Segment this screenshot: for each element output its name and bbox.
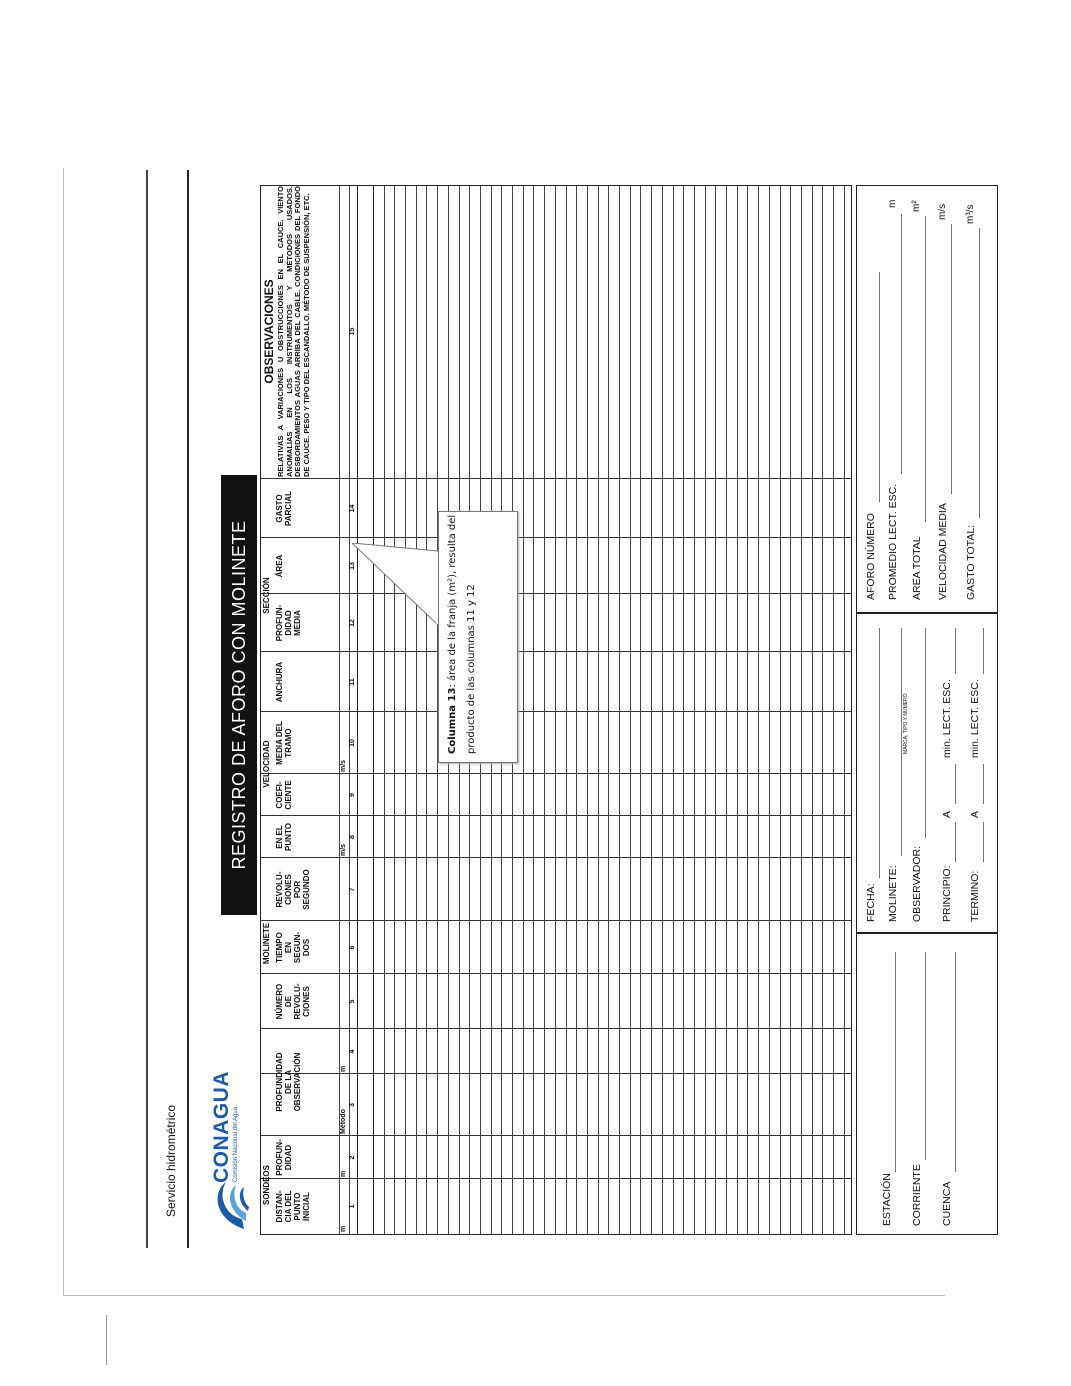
column-header-13: ÁREA xyxy=(275,554,284,578)
brand-subtitle: Comisión Nacional del Agua xyxy=(233,1106,239,1182)
aforo-numero-field[interactable] xyxy=(879,272,880,502)
estacion-field[interactable] xyxy=(895,952,896,1172)
row-line xyxy=(566,186,567,1234)
velocidad-media-label: VELOCIDAD MEDIA xyxy=(937,503,949,600)
column-header-2: PROFUN- DIDAD xyxy=(275,1139,293,1176)
row-line xyxy=(598,186,599,1234)
form-title: REGISTRO DE AFORO CON MOLINETE xyxy=(221,475,257,915)
termino-hour-field[interactable] xyxy=(983,822,984,862)
row-line xyxy=(812,186,813,1234)
row-line xyxy=(373,186,374,1234)
row-line xyxy=(384,186,385,1234)
brand-name: CONAGUA xyxy=(210,1071,233,1183)
column-number-15: 15 xyxy=(349,327,356,336)
row-line xyxy=(715,186,716,1234)
molinete-field[interactable] xyxy=(901,628,902,856)
column-header-8: EN EL PUNTO xyxy=(275,823,293,851)
row-line xyxy=(555,186,556,1234)
service-label: Servicio hidrométrico xyxy=(164,1104,178,1217)
row-line xyxy=(651,186,652,1234)
estacion-label: ESTACIÓN xyxy=(881,1173,893,1226)
row-line xyxy=(790,186,791,1234)
row-line xyxy=(737,186,738,1234)
column13-callout xyxy=(438,511,518,763)
callout-text xyxy=(439,496,525,762)
column-number-13: 13 xyxy=(349,562,356,570)
group-molinete: MOLINETE xyxy=(262,922,271,965)
fecha-label: FECHA: xyxy=(865,883,877,922)
promedio-field[interactable] xyxy=(901,214,902,474)
principio-label: PRINCIPIO: xyxy=(941,865,953,922)
promedio-label: PROMEDIO LECT. ESC. xyxy=(887,483,899,600)
column-header-14: GASTO PARCIAL xyxy=(275,491,293,526)
row-line xyxy=(587,186,588,1234)
page-frame-left xyxy=(63,168,64,1296)
margin-rule xyxy=(146,170,148,1248)
callout-body: : área de la franja (m²), resulta del producto de las columnas 11 y 12 xyxy=(447,514,477,754)
velocidad-media-field[interactable] xyxy=(951,224,952,494)
group-observaciones: OBSERVACIONES xyxy=(262,279,276,384)
row-line xyxy=(822,186,823,1234)
termino-lect-label: min. LECT. ESC. xyxy=(969,679,981,758)
principio-hour-field[interactable] xyxy=(955,822,956,862)
termino-a: A xyxy=(969,810,981,818)
column-number-1: 1 xyxy=(349,1204,356,1209)
area-total-field[interactable] xyxy=(925,216,926,522)
column-header-15: RELATIVAS A VARIACIONES U OBSTRUCCIONES EN EL CAUCE. VIENTO ANOMALÍAS EN LOS INSTRUMENTOS Y MÉTODOS USADOS. DESBORDAMIENTOS AGUAS ARRIBA DEL CABLE. CONDICIONES DEL FONDO DE CAUCE. PESO Y TIPO DEL ESCANDALLO. MÉTODO DE SUSPENSIÓN, ETC. xyxy=(276,186,311,477)
column-header-12: PROFUN- DIDAD MEDIA xyxy=(275,604,302,642)
principio-min-field[interactable] xyxy=(955,764,956,804)
column-number-7: 7 xyxy=(349,887,356,892)
row-line xyxy=(619,186,620,1234)
cuenca-label: CUENCA xyxy=(941,1181,953,1226)
row-line xyxy=(758,186,759,1234)
column-header-7: REVOLU- CIONES POR SEGUNDO xyxy=(275,869,311,910)
row-line xyxy=(608,186,609,1234)
row-line xyxy=(640,186,641,1234)
column-unit-3: Método xyxy=(340,1109,347,1134)
column-number-14: 14 xyxy=(349,504,356,513)
unit-m2: m² xyxy=(911,200,922,212)
row-line xyxy=(630,186,631,1234)
footer-divider xyxy=(857,932,997,934)
row-line xyxy=(576,186,577,1234)
callout-pointer xyxy=(352,543,452,635)
column-number-8: 8 xyxy=(349,835,356,839)
cuenca-field[interactable] xyxy=(955,952,956,1172)
column-number-9: 9 xyxy=(349,793,356,797)
column-number-5: 5 xyxy=(349,999,356,1004)
observador-field[interactable] xyxy=(925,628,926,838)
row-line xyxy=(694,186,695,1234)
area-total-label: AREA TOTAL xyxy=(911,536,923,600)
column-header-5: NÚMERO DE REVOLU- CIONES xyxy=(275,983,311,1020)
column-number-10: 10 xyxy=(349,739,356,747)
gasto-total-label: GASTO TOTAL: xyxy=(965,524,977,600)
row-line xyxy=(747,186,748,1234)
column-header-11: ANCHURA xyxy=(275,661,284,703)
principio-a: A xyxy=(941,810,953,818)
observador-label: OBSERVADOR: xyxy=(911,845,923,922)
unit-m: m xyxy=(887,199,898,208)
row-line xyxy=(833,186,834,1234)
column-header-10: MEDIA DEL TRAMO xyxy=(275,721,293,765)
row-line xyxy=(662,186,663,1234)
termino-lect-field[interactable] xyxy=(983,628,984,674)
gasto-total-field[interactable] xyxy=(979,228,980,518)
column-unit-4: m xyxy=(340,1065,347,1072)
corriente-label: CORRIENTE xyxy=(911,1164,923,1226)
footer-tick xyxy=(106,1315,107,1365)
principio-lect-field[interactable] xyxy=(955,628,956,674)
group-sondeos: SONDEOS xyxy=(262,1165,271,1206)
column-header-9: COEFI- CIENTE xyxy=(275,780,293,810)
aforo-numero-label: AFORO NÚMERO xyxy=(865,513,877,600)
row-line xyxy=(726,186,727,1234)
unit-m3s: m³/s xyxy=(965,204,976,224)
fecha-field[interactable] xyxy=(879,628,880,878)
row-line xyxy=(544,186,545,1234)
corriente-field[interactable] xyxy=(925,952,926,1160)
form-footer xyxy=(856,185,998,1235)
row-line xyxy=(426,186,427,1234)
row-line xyxy=(673,186,674,1234)
column-unit-2: m xyxy=(340,1170,347,1177)
column-number-3: 3 xyxy=(349,1103,356,1107)
marca-hint: MARCA, TIPO Y NÚMERO xyxy=(903,693,909,754)
row-line xyxy=(405,186,406,1234)
column-number-11: 11 xyxy=(349,678,356,686)
column-header-6: TIEMPO EN SEGUN- DOS xyxy=(275,931,311,964)
row-line xyxy=(801,186,802,1234)
group-seccion: SECCIÓN xyxy=(262,577,271,614)
row-line xyxy=(769,186,770,1234)
termino-label: TERMINO: xyxy=(969,870,981,922)
row-line xyxy=(357,186,358,1234)
row-line xyxy=(394,186,395,1234)
column-header-1: DISTAN- CIA DEL PUNTO INICIAL xyxy=(275,1190,311,1223)
termino-min-field[interactable] xyxy=(983,764,984,804)
group-velocidad: VELOCIDAD xyxy=(262,740,271,788)
aforo-form xyxy=(164,185,1012,1245)
molinete-label: MOLINETE: xyxy=(887,865,899,922)
row-line xyxy=(533,186,534,1234)
column-unit-10: m/s xyxy=(340,759,347,772)
column-unit-1: m xyxy=(340,1225,347,1232)
profundidad-observacion-header: PROFUNDIDAD DE LA OBSERVACIÓN xyxy=(275,1052,302,1112)
column-number-2: 2 xyxy=(349,1155,356,1160)
unit-ms: m/s xyxy=(937,203,948,220)
page-frame-bottom xyxy=(63,1295,945,1296)
column-unit-8: m/s xyxy=(340,843,347,856)
measurement-table xyxy=(260,185,852,1235)
row-line xyxy=(416,186,417,1234)
callout-bold: Columna 13 xyxy=(447,687,458,754)
row-line xyxy=(705,186,706,1234)
row-line xyxy=(339,186,340,1234)
column-number-4: 4 xyxy=(349,1049,356,1054)
column-number-6: 6 xyxy=(349,945,356,950)
column-number-12: 12 xyxy=(349,619,356,627)
row-line xyxy=(683,186,684,1234)
principio-lect-label: min. LECT. ESC. xyxy=(941,679,953,758)
row-line xyxy=(844,186,845,1234)
footer-divider xyxy=(857,612,997,614)
row-line xyxy=(780,186,781,1234)
